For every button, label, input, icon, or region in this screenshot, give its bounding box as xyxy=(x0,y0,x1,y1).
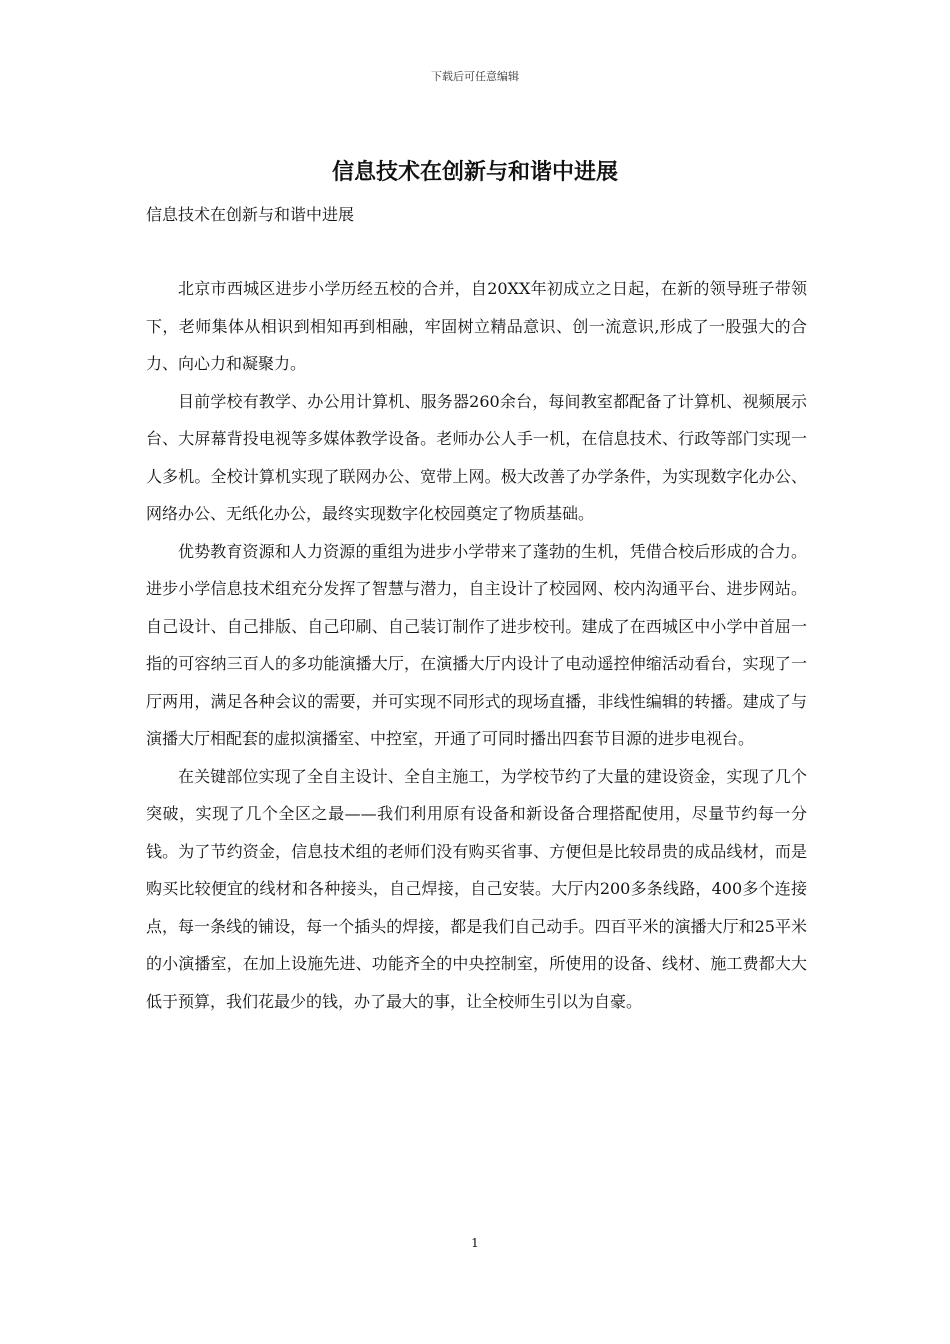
paragraph-4: 在关键部位实现了全自主设计、全自主施工，为学校节约了大量的建设资金，实现了几个突破，实现了几个全区之最——我们利用原有设备和新设备合理搭配使用，尽量节约每一分钱。为了节约资金，信息技术组的老师们没有购买省事、方便但是比较昂贵的成品线材，而是购买比较便宜的线材和各种接头，自己焊接，自己安装。大厅内200多条线路，400多个连接点，每一条线的铺设，每一个插头的焊接，都是我们自己动手。四百平米的演播大厅和25平米的小演播室，在加上设施先进、功能齐全的中央控制室，所使用的设备、线材、施工费都大大低于预算，我们花最少的钱，办了最大的事，让全校师生引以为自豪。 xyxy=(146,766,807,1011)
paragraph-1: 北京市西城区进步小学历经五校的合并，自20XX年初成立之日起，在新的领导班子带领下，老师集体从相识到相知再到相融，牢固树立精品意识、创一流意识,形成了一股强大的合力、向心力和凝聚力。 xyxy=(146,279,807,373)
page-number: 1 xyxy=(471,1236,479,1250)
paragraph-3: 优势教育资源和人力资源的重组为进步小学带来了蓬勃的生机，凭借合校后形成的合力。进步小学信息技术组充分发挥了智慧与潜力，自主设计了校园网、校内沟通平台、进步网站。自己设计、自己排版、自己印刷、自己装订制作了进步校刊。建成了在西城区中小学中首屈一指的可容纳三百人的多功能演播大厅，在演播大厅内设计了电动遥控伸缩活动看台，实现了一厅两用，满足各种会议的需要，并可实现不同形式的现场直播，非线性编辑的转播。建成了与演播大厅相配套的虚拟演播室、中控室，开通了可同时播出四套节目源的进步电视台。 xyxy=(146,541,807,748)
document-body xyxy=(146,270,807,1020)
header-note: 下载后可任意编辑 xyxy=(431,70,519,83)
paragraph-2: 目前学校有教学、办公用计算机、服务器260余台，每间教室都配备了计算机、视频展示台、大屏幕背投电视等多媒体教学设备。老师办公人手一机，在信息技术、行政等部门实现一人多机。全校计算机实现了联网办公、宽带上网。极大改善了办学条件，为实现数字化办公、网络办公、无纸化办公，最终实现数字化校园奠定了物质基础。 xyxy=(146,391,807,523)
document-subtitle: 信息技术在创新与和谐中进展 xyxy=(146,205,355,224)
document-title: 信息技术在创新与和谐中进展 xyxy=(331,159,618,185)
